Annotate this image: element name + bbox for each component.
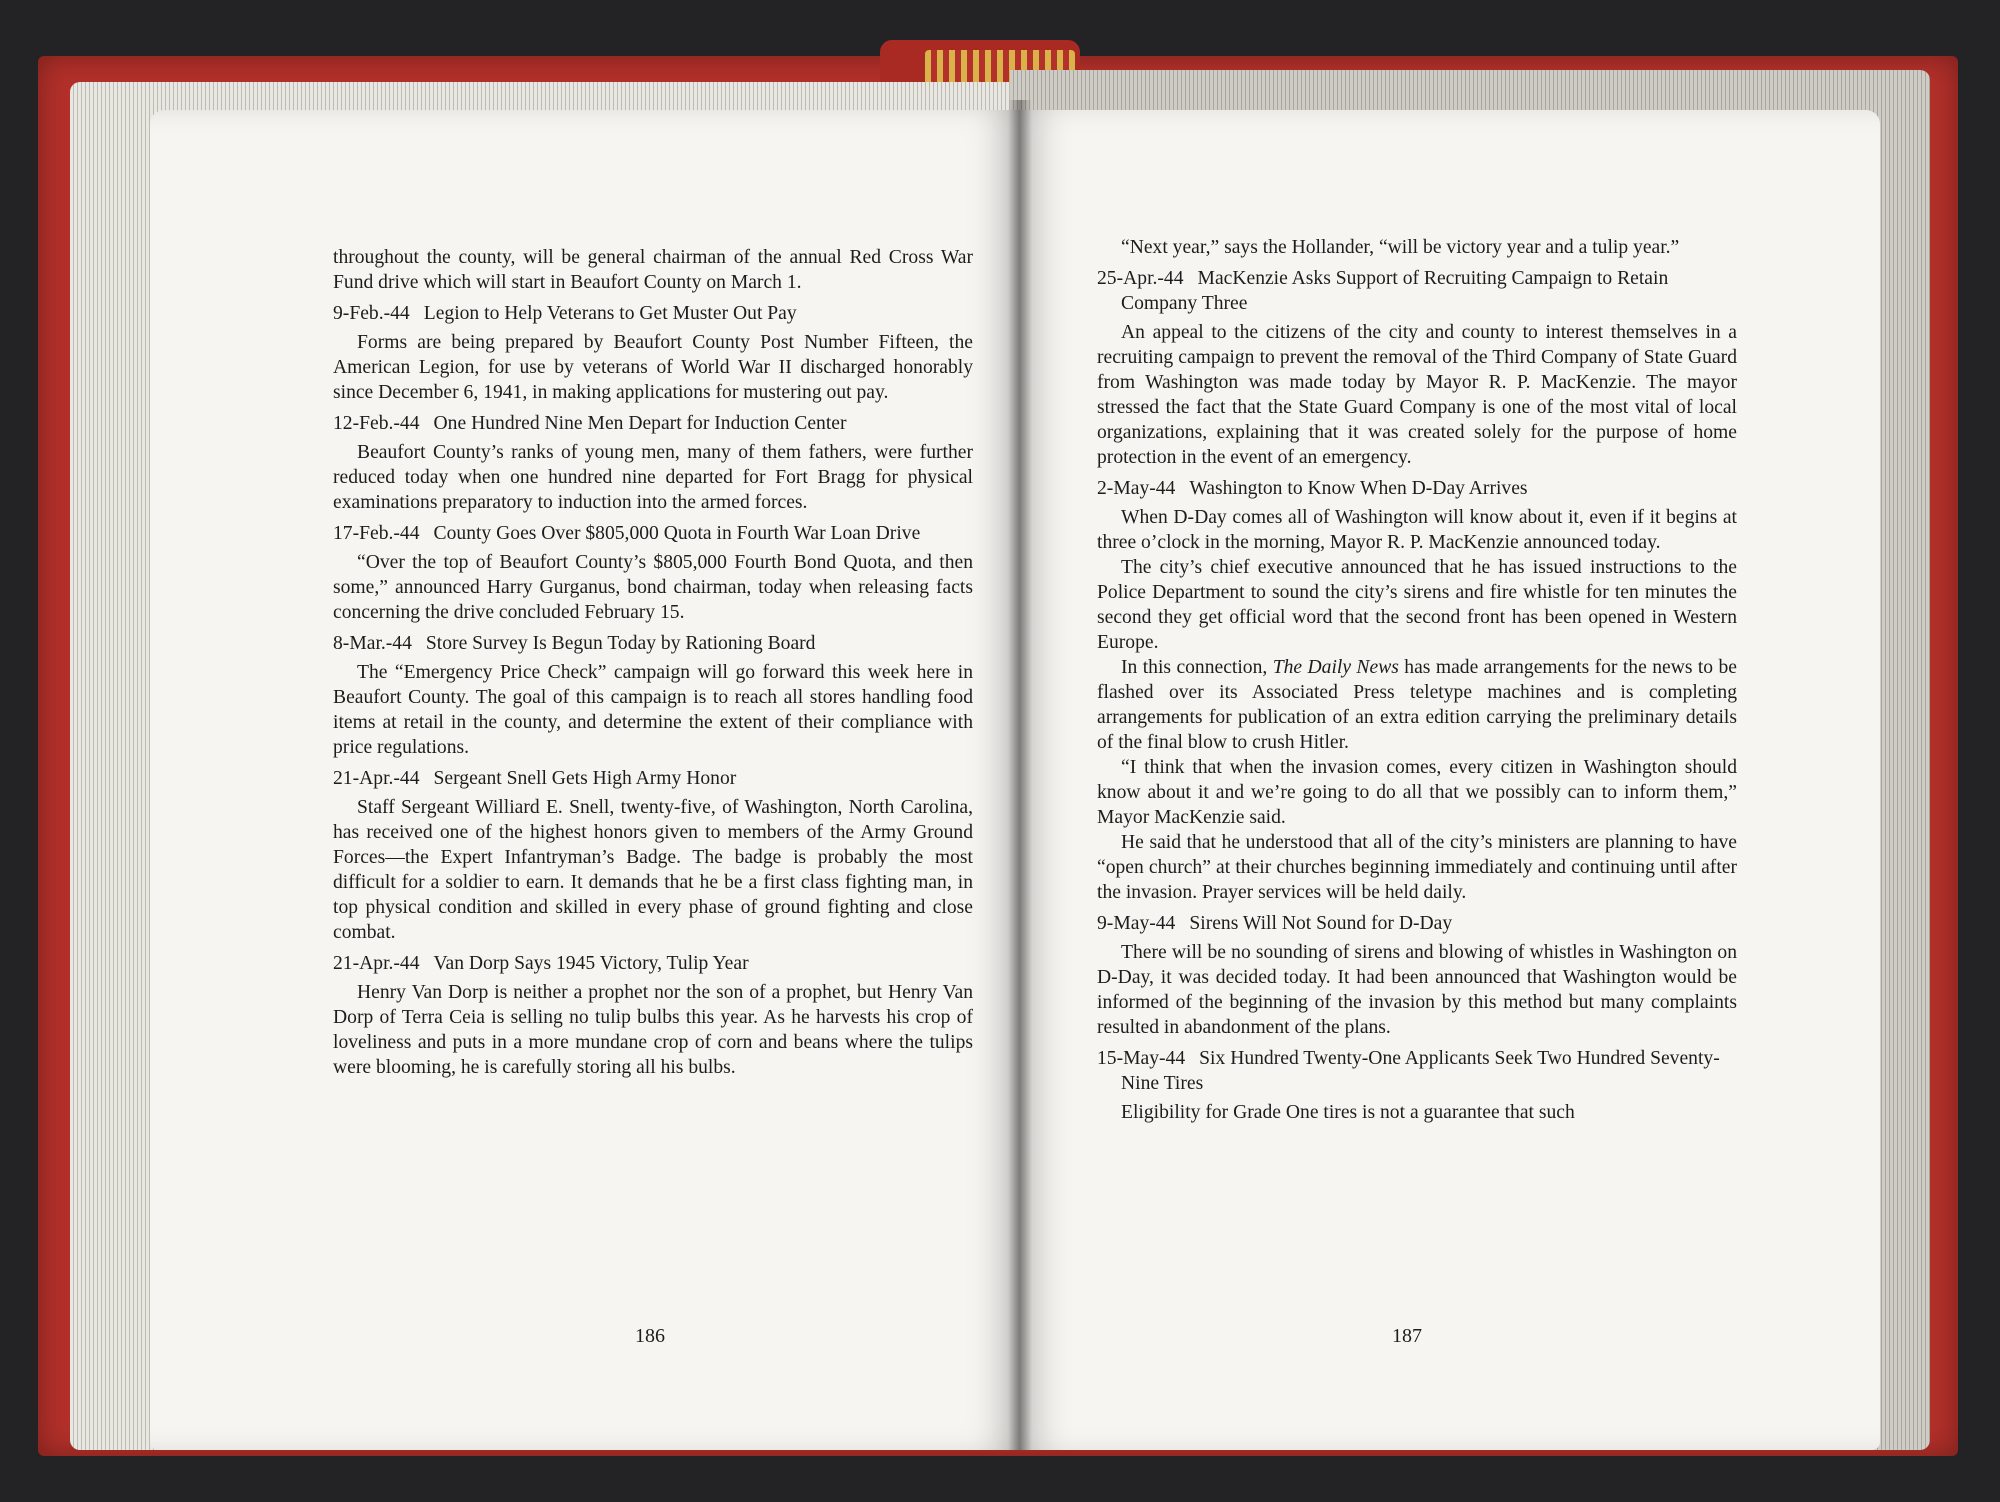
entry-body: When D-Day comes all of Washington will know about it, even if it begins at three o’clock in the morning, Mayor R. P. MacKenzie announced today. <box>1097 507 1737 553</box>
entry-body: “Over the top of Beaufort County’s $805,000 Fourth Bond Quota, and then some,” announced Harry Gurganus, bond chairman, today when releasing facts concerning the drive concluded February 15. <box>333 552 973 623</box>
entry-date: 9-Feb.-44 <box>333 303 410 324</box>
entry-body: Forms are being prepared by Beaufort County Post Number Fifteen, the American Legion, for use by veterans of World War II discharged honorably since December 6, 1941, in making applications for mustering out pay. <box>333 332 973 403</box>
newspaper-title: The Daily News <box>1272 657 1399 678</box>
entry-body: Henry Van Dorp is neither a prophet nor the son of a prophet, but Henry Van Dorp of Terra Ceia is selling no tulip bulbs this year. As he harvests his crop of loveliness and puts in a more mundane crop of corn and beans where the tulips were blooming, he is carefully storing all his bulbs. <box>333 982 973 1078</box>
entry-heading <box>1097 476 1737 501</box>
entry-body: Beaufort County’s ranks of young men, many of them fathers, were further reduced today when one hundred nine departed for Fort Bragg for physical examinations preparatory to induction into the armed forces. <box>333 442 973 513</box>
entry-date: 21-Apr.-44 <box>333 768 420 789</box>
right-page-text <box>1097 235 1737 1125</box>
entry-body: There will be no sounding of sirens and blowing of whistles in Washington on D-Day, it was decided today. It had been announced that Washington would be informed of the beginning of the invasion by this method but many complaints resulted in abandonment of the plans. <box>1097 942 1737 1038</box>
entry-heading <box>1097 266 1737 316</box>
entry-date: 21-Apr.-44 <box>333 953 420 974</box>
entry-headline: Washington to Know When D-Day Arrives <box>1189 478 1528 499</box>
right-page <box>1020 110 1880 1450</box>
entry-heading <box>333 951 973 976</box>
entry-headline: Legion to Help Veterans to Get Muster Out Pay <box>423 303 797 324</box>
entry-headline: MacKenzie Asks Support of Recruiting Campaign to Retain Company Three <box>1121 268 1669 314</box>
text-run: has made arrangements for the news to be flashed over its Associated Press teletype machines and is completing arrangements for publication of an extra edition carrying the preliminary details of the final blow to crush Hitler. <box>1097 657 1738 753</box>
entry-headline: Store Survey Is Begun Today by Rationing Board <box>425 633 816 654</box>
entry-headline: Six Hundred Twenty-One Applicants Seek Two Hundred Seventy-Nine Tires <box>1121 1048 1720 1094</box>
entry-date: 12-Feb.-44 <box>333 413 420 434</box>
entry-body: He said that he understood that all of the city’s ministers are planning to have “open church” at their churches beginning immediately and continuing until after the invasion. Prayer services will be held daily. <box>1097 832 1737 903</box>
entry-date: 25-Apr.-44 <box>1097 268 1184 289</box>
entry-heading <box>333 766 973 791</box>
text-run: In this connection, <box>1121 657 1273 678</box>
entry-body: The city’s chief executive announced that he has issued instructions to the Police Department to sound the city’s sirens and fire whistle for ten minutes the second they get official word that the second front has been opened in Western Europe. <box>1097 557 1737 653</box>
entry-date: 9-May-44 <box>1097 913 1176 934</box>
entry-heading <box>333 301 973 326</box>
entry-headline: One Hundred Nine Men Depart for Induction Center <box>433 413 847 434</box>
entry-headline: County Goes Over $805,000 Quota in Fourth War Loan Drive <box>433 523 921 544</box>
entry-headline: Sirens Will Not Sound for D-Day <box>1189 913 1453 934</box>
entry-heading <box>1097 1046 1737 1096</box>
entry-body: “I think that when the invasion comes, every citizen in Washington should know about it and we’re going to do all that we possibly can to inform them,” Mayor MacKenzie said. <box>1097 757 1737 828</box>
page-number: 186 <box>635 1325 665 1347</box>
entry-heading <box>333 411 973 436</box>
entry-body: Eligibility for Grade One tires is not a guarantee that such <box>1121 1102 1575 1123</box>
entry-body <box>1097 655 1737 755</box>
book-gutter <box>1008 100 1032 1450</box>
page-number: 187 <box>1392 1325 1422 1347</box>
entry-date: 2-May-44 <box>1097 478 1176 499</box>
entry-body: An appeal to the citizens of the city and county to interest themselves in a recruiting campaign to prevent the removal of the Third Company of State Guard from Washington was made today by Mayor R. P. MacKenzie. The mayor stressed the fact that the State Guard Company is one of the most vital of local organizations, explaining that it was created solely for the purpose of home protection in the event of an emergency. <box>1097 322 1737 468</box>
entry-body: The “Emergency Price Check” campaign will go forward this week here in Beaufort County. The goal of this campaign is to reach all stores handling food items at retail in the county, and determine the extent of their compliance with price regulations. <box>333 662 973 758</box>
entry-date: 17-Feb.-44 <box>333 523 420 544</box>
left-page <box>150 110 1020 1450</box>
entry-body: Staff Sergeant Williard E. Snell, twenty-five, of Washington, North Carolina, has received one of the highest honors given to members of the Army Ground Forces—the Expert Infantryman’s Badge. The badge is probably the most difficult for a soldier to earn. It demands that he be a first class fighting man, in top physical condition and skilled in every phase of ground fighting and close combat. <box>333 797 973 943</box>
entry-heading <box>1097 911 1737 936</box>
entry-heading <box>333 521 973 546</box>
entry-heading <box>333 631 973 656</box>
entry-headline: Van Dorp Says 1945 Victory, Tulip Year <box>433 953 749 974</box>
entry-date: 8-Mar.-44 <box>333 633 412 654</box>
entry-date: 15-May-44 <box>1097 1048 1186 1069</box>
opening-paragraph: “Next year,” says the Hollander, “will be victory year and a tulip year.” <box>1121 237 1680 258</box>
left-page-text <box>333 245 973 1080</box>
entry-headline: Sergeant Snell Gets High Army Honor <box>433 768 737 789</box>
opening-lines: throughout the county, will be general chairman of the annual Red Cross War Fund drive which will start in Beaufort County on March 1. <box>333 247 973 293</box>
